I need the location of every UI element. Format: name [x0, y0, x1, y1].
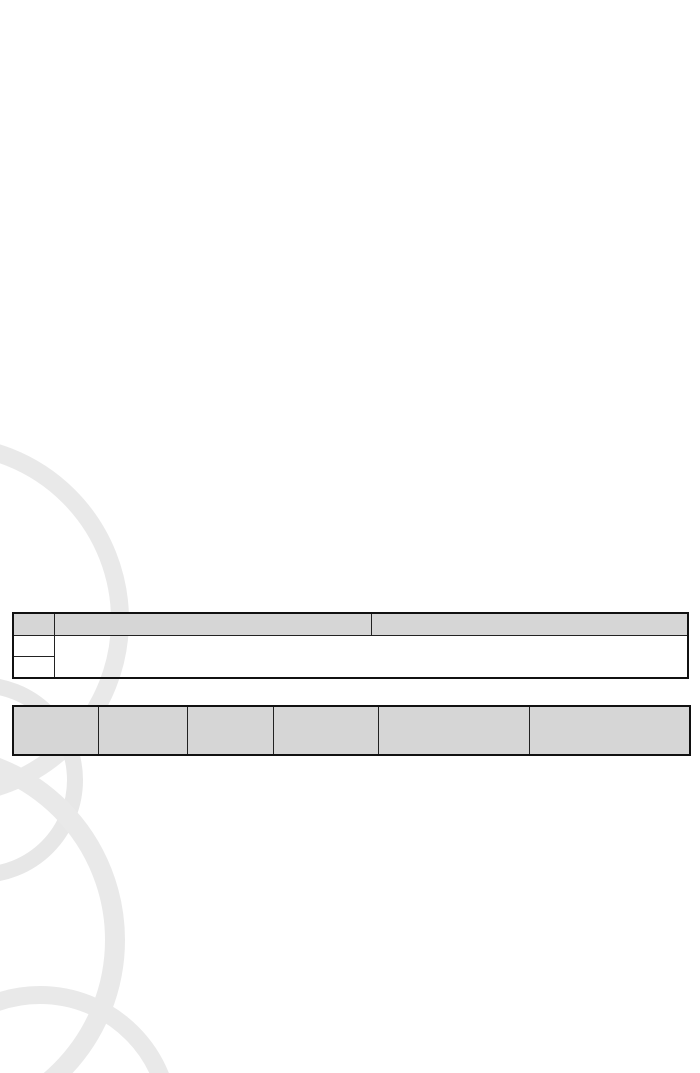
rp-row [13, 657, 688, 679]
table2-header-row [13, 706, 690, 755]
col-workpoint-header [98, 706, 187, 755]
peak-power-frequency-table [12, 612, 689, 679]
pap-label-cell [13, 636, 54, 657]
rp-label-cell [13, 657, 54, 679]
pap-row [13, 636, 688, 657]
frequency-header [371, 613, 688, 636]
performance-charts [0, 80, 700, 592]
rpm-cell [13, 613, 54, 636]
working-points-table [12, 705, 691, 756]
col-pressure-header [273, 706, 378, 755]
table1-header-row [13, 613, 688, 636]
col-pitch-header [13, 706, 98, 755]
col-sound-header [529, 706, 690, 755]
col-flow-header [187, 706, 273, 755]
pitch-angle-header [54, 613, 371, 636]
section-labels [0, 586, 700, 604]
col-power-header [378, 706, 529, 755]
